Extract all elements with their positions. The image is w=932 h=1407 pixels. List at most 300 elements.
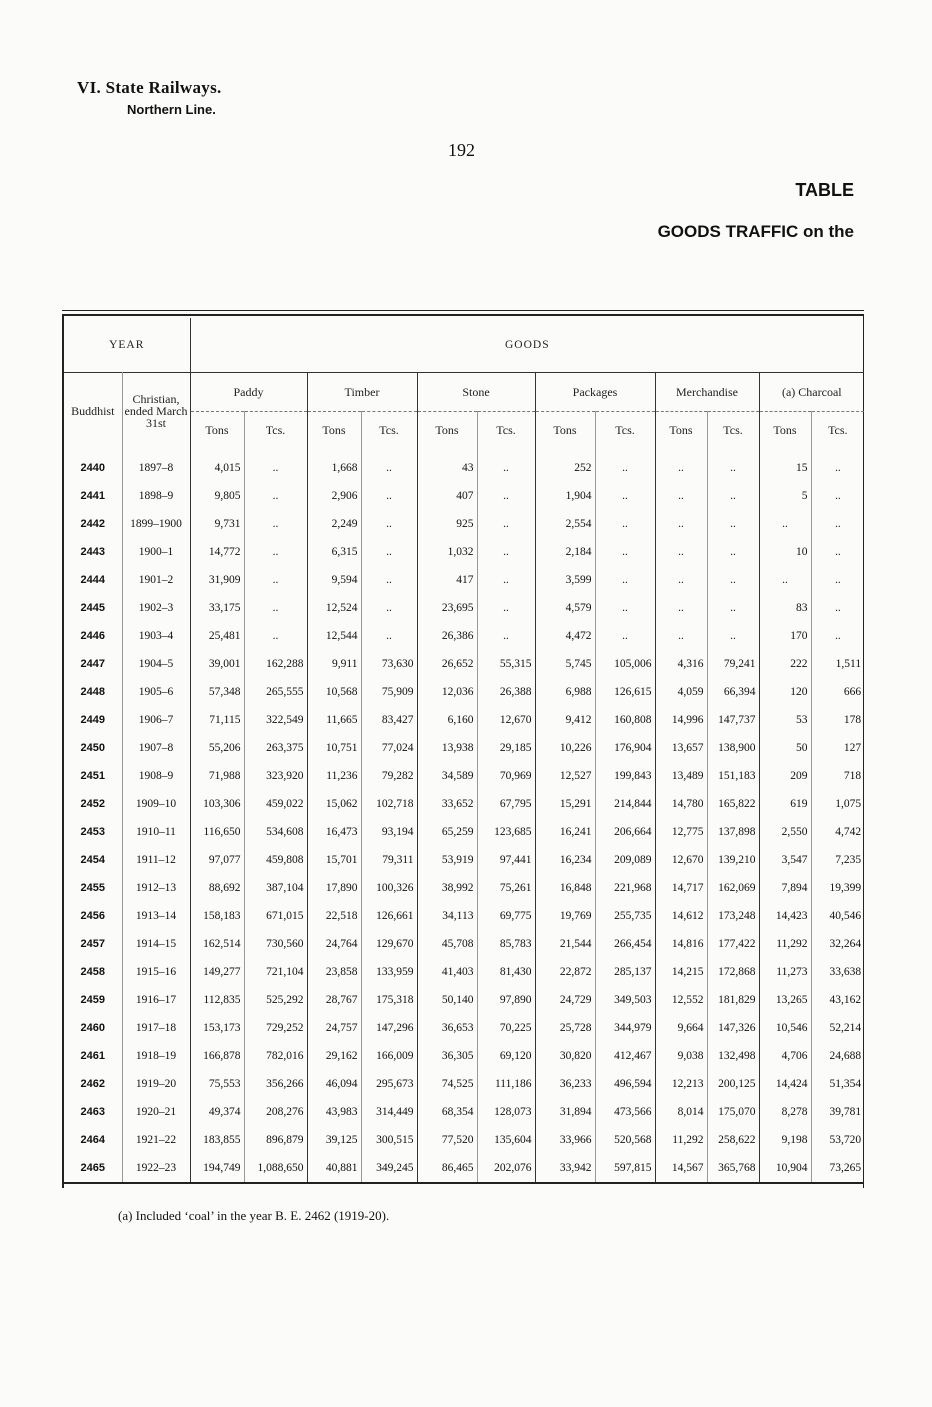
table-row xyxy=(64,734,864,762)
table-row xyxy=(64,594,864,622)
buddhist-year-cell: 2446 xyxy=(64,622,122,650)
value-cell: .. xyxy=(244,482,307,510)
value-cell: 43,162 xyxy=(829,994,862,1006)
table-title: GOODS TRAFFIC on the xyxy=(657,222,854,241)
value-cell: 33,942 xyxy=(535,1154,595,1183)
value-cell: 597,815 xyxy=(595,1154,655,1183)
value-cell: 344,979 xyxy=(595,1014,655,1042)
buddhist-year-cell: 2459 xyxy=(64,986,122,1014)
value-cell: 33,175 xyxy=(190,594,244,622)
value-cell: .. xyxy=(595,538,655,566)
value-cell: 300,515 xyxy=(361,1126,417,1154)
christian-year-cell: 1918–19 xyxy=(122,1042,190,1070)
buddhist-year-cell: 2443 xyxy=(64,538,122,566)
table-row xyxy=(64,566,864,594)
value-cell: 73,265 xyxy=(829,1162,862,1174)
value-cell: 721,104 xyxy=(244,958,307,986)
table-row xyxy=(64,678,864,706)
value-cell: 176,904 xyxy=(595,734,655,762)
value-cell: 160,808 xyxy=(595,706,655,734)
value-cell: 13,657 xyxy=(655,734,707,762)
table-row xyxy=(64,1098,864,1126)
buddhist-year-cell: 2461 xyxy=(64,1042,122,1070)
value-cell: 285,137 xyxy=(595,958,655,986)
value-cell: 7,235 xyxy=(835,854,862,866)
value-cell: 12,524 xyxy=(307,594,361,622)
value-cell: 8,014 xyxy=(655,1098,707,1126)
value-cell: 730,560 xyxy=(244,930,307,958)
value-cell: 25,728 xyxy=(535,1014,595,1042)
value-cell: 729,252 xyxy=(244,1014,307,1042)
value-cell: 15,291 xyxy=(535,790,595,818)
buddhist-year-cell: 2452 xyxy=(64,790,122,818)
value-cell: 9,911 xyxy=(307,650,361,678)
unit-header-tcs: Tcs. xyxy=(707,412,759,449)
value-cell: 11,292 xyxy=(759,930,811,958)
value-cell: 70,225 xyxy=(477,1014,535,1042)
value-cell: 50 xyxy=(759,734,811,762)
value-cell: 14,996 xyxy=(655,706,707,734)
value-cell: 77,520 xyxy=(417,1126,477,1154)
buddhist-year-cell: 2444 xyxy=(64,566,122,594)
value-cell: 525,292 xyxy=(244,986,307,1014)
value-cell: 103,306 xyxy=(190,790,244,818)
footnote: (a) Included ‘coal’ in the year B. E. 2462 (1919-20). xyxy=(118,1208,390,1223)
value-cell: 133,959 xyxy=(361,958,417,986)
value-cell: 4,059 xyxy=(655,678,707,706)
christian-year-cell: 1901–2 xyxy=(122,566,190,594)
value-cell: 14,567 xyxy=(655,1154,707,1183)
value-cell: .. xyxy=(244,510,307,538)
value-cell: 29,162 xyxy=(307,1042,361,1070)
value-cell: 13,489 xyxy=(655,762,707,790)
table-row xyxy=(64,874,864,902)
christian-year-cell: 1902–3 xyxy=(122,594,190,622)
value-cell: 10,226 xyxy=(535,734,595,762)
christian-year-cell: 1919–20 xyxy=(122,1070,190,1098)
value-cell: 10,904 xyxy=(759,1154,811,1183)
group-header-timber: Timber xyxy=(307,373,417,412)
value-cell: 5,745 xyxy=(535,650,595,678)
christian-year-cell: 1910–11 xyxy=(122,818,190,846)
value-cell: 23,695 xyxy=(417,594,477,622)
value-cell: 31,894 xyxy=(535,1098,595,1126)
value-cell: 112,835 xyxy=(190,986,244,1014)
value-cell: .. xyxy=(595,510,655,538)
value-cell: 349,245 xyxy=(361,1154,417,1183)
buddhist-year-cell: 2462 xyxy=(64,1070,122,1098)
value-cell: 17,890 xyxy=(307,874,361,902)
buddhist-year-cell: 2451 xyxy=(64,762,122,790)
group-header-paddy: Paddy xyxy=(190,373,307,412)
value-cell: 38,992 xyxy=(417,874,477,902)
christian-year-cell: 1915–16 xyxy=(122,958,190,986)
value-cell: 202,076 xyxy=(477,1154,535,1183)
value-cell: 15,062 xyxy=(307,790,361,818)
value-cell: 1,075 xyxy=(835,798,862,810)
value-cell: 43,983 xyxy=(307,1098,361,1126)
value-cell: .. xyxy=(834,546,841,558)
buddhist-year-cell: 2458 xyxy=(64,958,122,986)
value-cell: 365,768 xyxy=(707,1154,759,1183)
value-cell: .. xyxy=(477,448,535,482)
value-cell: 149,277 xyxy=(190,958,244,986)
value-cell: 183,855 xyxy=(190,1126,244,1154)
goods-traffic-table xyxy=(64,318,864,1184)
table-row xyxy=(64,1014,864,1042)
christian-header: Christian, ended March 31st xyxy=(122,373,190,449)
value-cell: 162,069 xyxy=(707,874,759,902)
goods-group-header: GOODS xyxy=(505,339,550,351)
value-cell: 162,514 xyxy=(190,930,244,958)
value-cell: 10,751 xyxy=(307,734,361,762)
section-heading: VI. State Railways. xyxy=(77,78,222,97)
value-cell: .. xyxy=(707,622,759,650)
value-cell: 8,278 xyxy=(759,1098,811,1126)
table-row xyxy=(64,622,864,650)
value-cell: .. xyxy=(834,462,841,474)
value-cell: 255,735 xyxy=(595,902,655,930)
value-cell: 49,374 xyxy=(190,1098,244,1126)
table-row xyxy=(64,1070,864,1098)
value-cell: 126,615 xyxy=(595,678,655,706)
value-cell: 77,024 xyxy=(361,734,417,762)
value-cell: 97,441 xyxy=(477,846,535,874)
buddhist-year-cell: 2455 xyxy=(64,874,122,902)
value-cell: .. xyxy=(655,594,707,622)
value-cell: 222 xyxy=(759,650,811,678)
table-row xyxy=(64,818,864,846)
value-cell: 71,988 xyxy=(190,762,244,790)
value-cell: 15 xyxy=(759,448,811,482)
value-cell: 1,668 xyxy=(307,448,361,482)
value-cell: 4,015 xyxy=(190,448,244,482)
value-cell: .. xyxy=(655,510,707,538)
value-cell: .. xyxy=(759,510,811,538)
value-cell: 26,386 xyxy=(417,622,477,650)
christian-year-cell: 1912–13 xyxy=(122,874,190,902)
value-cell: 22,518 xyxy=(307,902,361,930)
value-cell: 55,315 xyxy=(477,650,535,678)
value-cell: 166,009 xyxy=(361,1042,417,1070)
value-cell: 14,772 xyxy=(190,538,244,566)
value-cell: 178 xyxy=(843,714,862,726)
value-cell: 100,326 xyxy=(361,874,417,902)
value-cell: 71,115 xyxy=(190,706,244,734)
value-cell: .. xyxy=(707,448,759,482)
value-cell: 166,878 xyxy=(190,1042,244,1070)
value-cell: 93,194 xyxy=(361,818,417,846)
value-cell: 53,919 xyxy=(417,846,477,874)
value-cell: 221,968 xyxy=(595,874,655,902)
table-row xyxy=(64,986,864,1014)
value-cell: 135,604 xyxy=(477,1126,535,1154)
value-cell: .. xyxy=(595,566,655,594)
value-cell: 32,264 xyxy=(829,938,862,950)
value-cell: 1,032 xyxy=(417,538,477,566)
value-cell: 322,549 xyxy=(244,706,307,734)
value-cell: .. xyxy=(361,566,417,594)
value-cell: 12,552 xyxy=(655,986,707,1014)
value-cell: 349,503 xyxy=(595,986,655,1014)
buddhist-year-cell: 2456 xyxy=(64,902,122,930)
table-label: TABLE xyxy=(795,180,854,200)
buddhist-year-cell: 2457 xyxy=(64,930,122,958)
value-cell: 132,498 xyxy=(707,1042,759,1070)
unit-header-tcs: Tcs. xyxy=(361,412,417,449)
buddhist-year-cell: 2445 xyxy=(64,594,122,622)
value-cell: .. xyxy=(707,538,759,566)
value-cell: 14,780 xyxy=(655,790,707,818)
value-cell: 323,920 xyxy=(244,762,307,790)
buddhist-year-cell: 2441 xyxy=(64,482,122,510)
buddhist-year-cell: 2442 xyxy=(64,510,122,538)
value-cell: .. xyxy=(834,490,841,502)
value-cell: 24,764 xyxy=(307,930,361,958)
value-cell: 10,546 xyxy=(759,1014,811,1042)
value-cell: 16,241 xyxy=(535,818,595,846)
value-cell: 33,966 xyxy=(535,1126,595,1154)
value-cell: 170 xyxy=(759,622,811,650)
value-cell: 69,120 xyxy=(477,1042,535,1070)
value-cell: 151,183 xyxy=(707,762,759,790)
christian-year-cell: 1907–8 xyxy=(122,734,190,762)
value-cell: .. xyxy=(477,510,535,538)
value-cell: 97,890 xyxy=(477,986,535,1014)
value-cell: 147,326 xyxy=(707,1014,759,1042)
value-cell: 26,388 xyxy=(477,678,535,706)
value-cell: 12,670 xyxy=(655,846,707,874)
buddhist-year-cell: 2453 xyxy=(64,818,122,846)
value-cell: 81,430 xyxy=(477,958,535,986)
group-header-merchandise: Merchandise xyxy=(655,373,759,412)
christian-year-cell: 1899–1900 xyxy=(122,510,190,538)
value-cell: 39,781 xyxy=(829,1106,862,1118)
christian-year-cell: 1908–9 xyxy=(122,762,190,790)
value-cell: .. xyxy=(834,630,841,642)
value-cell: 12,544 xyxy=(307,622,361,650)
christian-year-cell: 1913–14 xyxy=(122,902,190,930)
value-cell: 83 xyxy=(759,594,811,622)
value-cell: 11,292 xyxy=(655,1126,707,1154)
value-cell: 9,664 xyxy=(655,1014,707,1042)
unit-header-tcs: Tcs. xyxy=(477,412,535,449)
christian-year-cell: 1903–4 xyxy=(122,622,190,650)
value-cell: 14,816 xyxy=(655,930,707,958)
christian-year-cell: 1897–8 xyxy=(122,448,190,482)
value-cell: 147,737 xyxy=(707,706,759,734)
value-cell: 53,720 xyxy=(829,1134,862,1146)
value-cell: 206,664 xyxy=(595,818,655,846)
value-cell: .. xyxy=(707,482,759,510)
value-cell: 473,566 xyxy=(595,1098,655,1126)
value-cell: 14,717 xyxy=(655,874,707,902)
value-cell: 263,375 xyxy=(244,734,307,762)
value-cell: .. xyxy=(655,448,707,482)
value-cell: 162,288 xyxy=(244,650,307,678)
table-row xyxy=(64,1154,864,1183)
value-cell: 158,183 xyxy=(190,902,244,930)
value-cell: 1,904 xyxy=(535,482,595,510)
value-cell: 177,422 xyxy=(707,930,759,958)
value-cell: 123,685 xyxy=(477,818,535,846)
value-cell: 671,015 xyxy=(244,902,307,930)
year-group-header: YEAR xyxy=(64,318,190,373)
value-cell: 19,399 xyxy=(829,882,862,894)
value-cell: 209,089 xyxy=(595,846,655,874)
christian-year-cell: 1909–10 xyxy=(122,790,190,818)
value-cell: 11,236 xyxy=(307,762,361,790)
value-cell: 50,140 xyxy=(417,986,477,1014)
value-cell: 24,688 xyxy=(829,1050,862,1062)
value-cell: 14,612 xyxy=(655,902,707,930)
value-cell: .. xyxy=(834,518,841,530)
buddhist-year-cell: 2440 xyxy=(64,448,122,482)
value-cell: 13,265 xyxy=(759,986,811,1014)
table-row xyxy=(64,902,864,930)
value-cell: 11,665 xyxy=(307,706,361,734)
value-cell: 265,555 xyxy=(244,678,307,706)
value-cell: 16,473 xyxy=(307,818,361,846)
value-cell: .. xyxy=(361,510,417,538)
value-cell: 34,113 xyxy=(417,902,477,930)
value-cell: 782,016 xyxy=(244,1042,307,1070)
value-cell: 2,550 xyxy=(759,818,811,846)
value-cell: 252 xyxy=(535,448,595,482)
value-cell: .. xyxy=(244,594,307,622)
buddhist-year-cell: 2465 xyxy=(64,1154,122,1183)
value-cell: 19,769 xyxy=(535,902,595,930)
value-cell: 79,282 xyxy=(361,762,417,790)
value-cell: 40,546 xyxy=(829,910,862,922)
value-cell: 1,088,650 xyxy=(244,1154,307,1183)
christian-year-cell: 1917–18 xyxy=(122,1014,190,1042)
value-cell: 129,670 xyxy=(361,930,417,958)
value-cell: 412,467 xyxy=(595,1042,655,1070)
value-cell: 41,403 xyxy=(417,958,477,986)
christian-year-cell: 1916–17 xyxy=(122,986,190,1014)
christian-year-cell: 1911–12 xyxy=(122,846,190,874)
value-cell: 68,354 xyxy=(417,1098,477,1126)
value-cell: 39,125 xyxy=(307,1126,361,1154)
value-cell: 2,249 xyxy=(307,510,361,538)
value-cell: 200,125 xyxy=(707,1070,759,1098)
table-row xyxy=(64,1042,864,1070)
value-cell: 21,544 xyxy=(535,930,595,958)
buddhist-year-cell: 2460 xyxy=(64,1014,122,1042)
unit-header-tons: Tons xyxy=(190,412,244,449)
group-header-packages: Packages xyxy=(535,373,655,412)
value-cell: 36,653 xyxy=(417,1014,477,1042)
value-cell: 120 xyxy=(759,678,811,706)
unit-header-tons: Tons xyxy=(535,412,595,449)
value-cell: 105,006 xyxy=(595,650,655,678)
value-cell: 718 xyxy=(843,770,862,782)
value-cell: .. xyxy=(244,448,307,482)
value-cell: 9,594 xyxy=(307,566,361,594)
value-cell: 459,808 xyxy=(244,846,307,874)
value-cell: 128,073 xyxy=(477,1098,535,1126)
value-cell: 896,879 xyxy=(244,1126,307,1154)
value-cell: 9,731 xyxy=(190,510,244,538)
value-cell: 175,070 xyxy=(707,1098,759,1126)
value-cell: .. xyxy=(595,622,655,650)
value-cell: 9,805 xyxy=(190,482,244,510)
christian-year-cell: 1906–7 xyxy=(122,706,190,734)
group-header-stone: Stone xyxy=(417,373,535,412)
value-cell: 4,579 xyxy=(535,594,595,622)
value-cell: 3,599 xyxy=(535,566,595,594)
value-cell: 46,094 xyxy=(307,1070,361,1098)
value-cell: 175,318 xyxy=(361,986,417,1014)
value-cell: .. xyxy=(707,510,759,538)
value-cell: 194,749 xyxy=(190,1154,244,1183)
value-cell: 314,449 xyxy=(361,1098,417,1126)
value-cell: 6,988 xyxy=(535,678,595,706)
christian-year-cell: 1905–6 xyxy=(122,678,190,706)
value-cell: 10 xyxy=(759,538,811,566)
value-cell: 208,276 xyxy=(244,1098,307,1126)
value-cell: 23,858 xyxy=(307,958,361,986)
value-cell: 266,454 xyxy=(595,930,655,958)
table-row xyxy=(64,706,864,734)
table-row xyxy=(64,958,864,986)
value-cell: 2,906 xyxy=(307,482,361,510)
value-cell: 165,822 xyxy=(707,790,759,818)
value-cell: 14,215 xyxy=(655,958,707,986)
value-cell: 11,273 xyxy=(759,958,811,986)
value-cell: 15,701 xyxy=(307,846,361,874)
value-cell: .. xyxy=(477,482,535,510)
value-cell: 69,775 xyxy=(477,902,535,930)
value-cell: 57,348 xyxy=(190,678,244,706)
unit-header-tcs: Tcs. xyxy=(244,412,307,449)
value-cell: 75,261 xyxy=(477,874,535,902)
value-cell: 139,210 xyxy=(707,846,759,874)
value-cell: 153,173 xyxy=(190,1014,244,1042)
buddhist-year-cell: 2464 xyxy=(64,1126,122,1154)
value-cell: 10,568 xyxy=(307,678,361,706)
value-cell: 33,638 xyxy=(829,966,862,978)
value-cell: 619 xyxy=(759,790,811,818)
value-cell: 16,234 xyxy=(535,846,595,874)
value-cell: 33,652 xyxy=(417,790,477,818)
value-cell: 2,184 xyxy=(535,538,595,566)
value-cell: 6,315 xyxy=(307,538,361,566)
table-row xyxy=(64,448,864,482)
value-cell: .. xyxy=(477,594,535,622)
value-cell: 137,898 xyxy=(707,818,759,846)
unit-header-tons: Tons xyxy=(307,412,361,449)
value-cell: .. xyxy=(834,602,841,614)
value-cell: 127 xyxy=(843,742,862,754)
value-cell: 24,729 xyxy=(535,986,595,1014)
value-cell: 14,424 xyxy=(759,1070,811,1098)
line-subheading: Northern Line. xyxy=(127,102,216,117)
value-cell: 295,673 xyxy=(361,1070,417,1098)
value-cell: 53 xyxy=(759,706,811,734)
value-cell: 29,185 xyxy=(477,734,535,762)
buddhist-year-cell: 2448 xyxy=(64,678,122,706)
value-cell: 417 xyxy=(417,566,477,594)
value-cell: 31,909 xyxy=(190,566,244,594)
value-cell: 1,511 xyxy=(835,658,862,670)
value-cell: 34,589 xyxy=(417,762,477,790)
buddhist-header: Buddhist xyxy=(64,373,122,449)
table-row xyxy=(64,930,864,958)
value-cell: 3,547 xyxy=(759,846,811,874)
table-row xyxy=(64,650,864,678)
